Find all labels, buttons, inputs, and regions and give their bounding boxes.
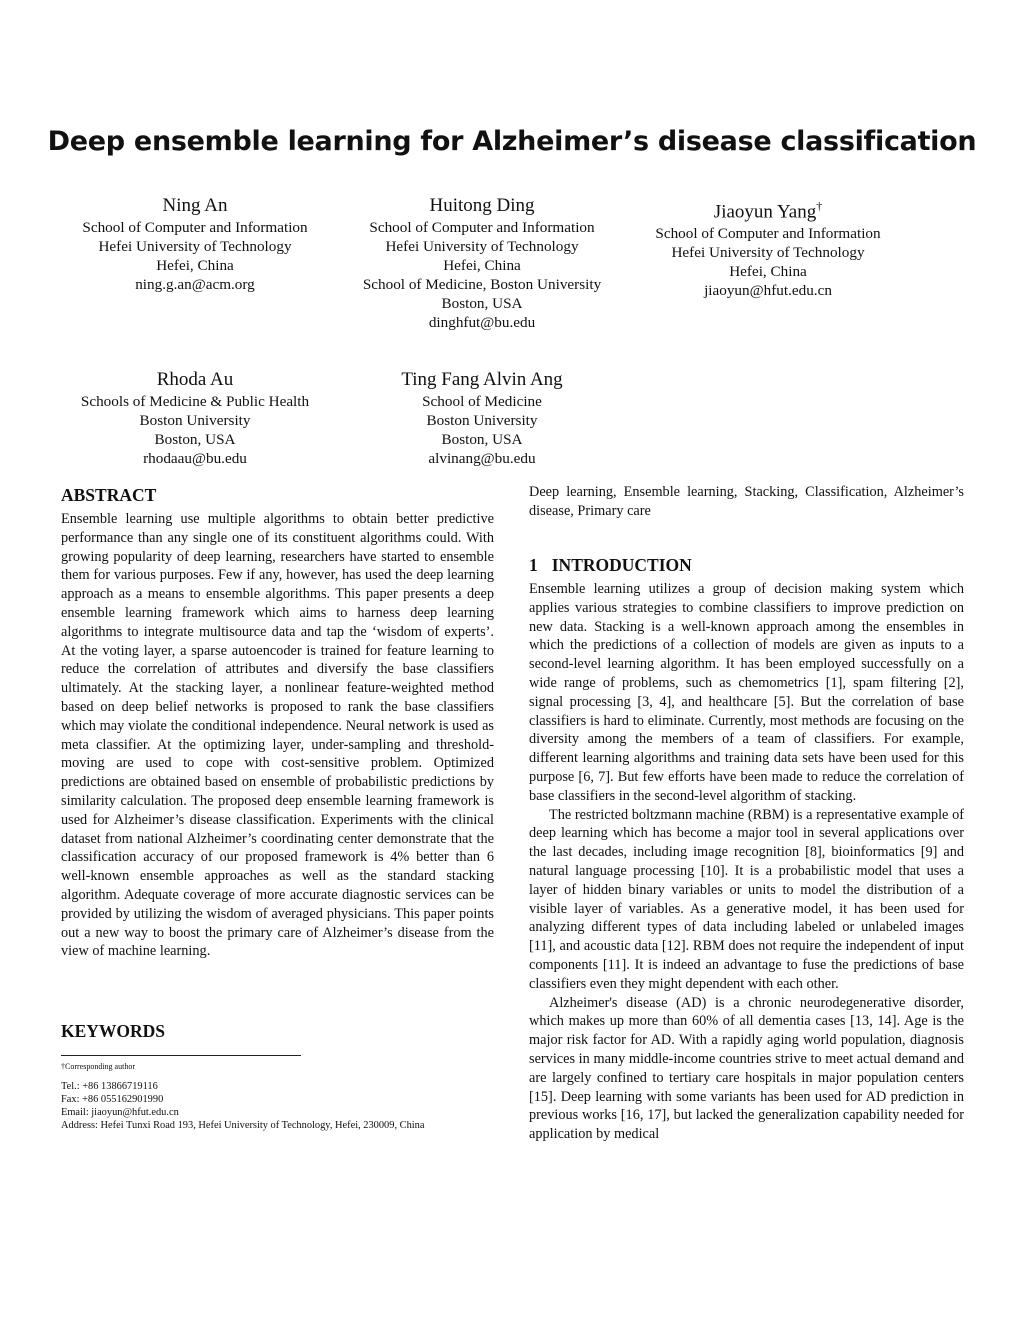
author-affiliation: School of Medicine, Boston University bbox=[362, 276, 602, 293]
intro-paragraph-3: Alzheimer's disease (AD) is a chronic neurodegenerative disorder, which makes up more than 60% of all dementia cases [13, 14]. Age is the major risk factor for AD. With a rapidly aging world population, diagnosis services in many middle-income countries strive to meet actual demand and are largely confined to tertiary care hospitals in major population centers [15]. Deep learning with some variants has been used for AD prediction in previous works [16, 17], but lacked the generalization capability needed for application by medical bbox=[529, 994, 964, 1143]
author-email: alvinang@bu.edu bbox=[428, 450, 536, 467]
keywords-heading: KEYWORDS bbox=[61, 1021, 166, 1041]
author-name bbox=[628, 194, 908, 224]
author-email: ning.g.an@acm.org bbox=[135, 276, 255, 293]
paper-title: Deep ensemble learning for Alzheimer’s disease classification bbox=[47, 126, 977, 157]
introduction-heading bbox=[529, 554, 964, 576]
author-block-4 bbox=[55, 368, 335, 468]
author-block-1 bbox=[55, 194, 335, 294]
footnote bbox=[61, 1060, 501, 1132]
author-affiliation: Hefei University of Technology bbox=[385, 238, 579, 255]
intro-paragraph-1: Ensemble learning utilizes a group of decision making system which applies various strategies to combine classifiers to improve prediction on new data. Stacking is a well-known approach among the ensembles in which the predictions of a collection of models are given as inputs to a second-level learning algorithm. It has been employed successfully on a wide range of problems, such as chemometrics [1], spam filtering [2], signal processing [3, 4], and healthcare [5]. But the correlation of base classifiers is hard to eliminate. Currently, most methods are focusing on the diversity among the members of a team of classifiers. For example, different learning algorithms and training data sets have been used for this purpose [6, 7]. But few efforts have been made to reduce the correlation of base classifiers in the second-level algorithm of stacking. bbox=[529, 581, 964, 804]
author-email: jiaoyun@hfut.edu.cn bbox=[704, 282, 832, 300]
abstract-heading: ABSTRACT bbox=[61, 485, 157, 505]
section-title: INTRODUCTION bbox=[551, 555, 692, 575]
author-location: Boston, USA bbox=[441, 431, 523, 448]
author-block-5 bbox=[337, 368, 627, 468]
author-affiliation: School of Computer and Information bbox=[369, 219, 595, 236]
footnote-address: Address: Hefei Tunxi Road 193, Hefei University of Technology, Hefei, 230009, China bbox=[61, 1120, 425, 1131]
footnote-tel: Tel.: +86 13866719116 bbox=[61, 1081, 158, 1092]
author-name: Rhoda Au bbox=[156, 369, 234, 390]
intro-paragraph-2: The restricted boltzmann machine (RBM) is a representative example of deep learning which has become a major tool in several applications over the last decades, including image recognition [8], bioinformatics [9] and natural language processing [10]. It is a probabilistic model that uses a layer of hidden binary variables or units to model the distribution of a visible layer of variables. As a generative model, it has been used for analyzing different types of data including labeled or unlabeled images [11], and acoustic data [12]. RBM does not require the independent of input components [11]. It is indeed an advantage to fuse the predictions of base classifiers even they might dependent with each other. bbox=[529, 806, 964, 992]
author-location: Boston, USA bbox=[441, 295, 523, 312]
keywords-text-block bbox=[529, 483, 964, 521]
author-affiliation: Schools of Medicine & Public Health bbox=[80, 393, 310, 410]
author-block-3 bbox=[628, 194, 908, 300]
author-affiliation: School of Computer and Information bbox=[655, 225, 881, 243]
author-email: rhodaau@bu.edu bbox=[143, 450, 247, 467]
author-affiliation: Boston University bbox=[426, 412, 538, 429]
author-affiliation: Boston University bbox=[139, 412, 251, 429]
author-affiliation: School of Medicine bbox=[422, 393, 542, 410]
author-name: Ting Fang Alvin Ang bbox=[401, 369, 563, 390]
footnote-fax: Fax: +86 055162901990 bbox=[61, 1094, 164, 1105]
author-location: Hefei, China bbox=[156, 257, 234, 274]
author-name: Ning An bbox=[162, 195, 228, 216]
abstract-section bbox=[61, 484, 494, 961]
footnote-divider bbox=[61, 1055, 301, 1056]
author-name-text: Jiaoyun Yang bbox=[713, 201, 817, 223]
corresponding-dagger: † bbox=[816, 199, 823, 213]
section-number: 1 bbox=[529, 555, 538, 575]
author-name: Huitong Ding bbox=[429, 195, 535, 216]
corresponding-author-note: †Corresponding author bbox=[61, 1062, 135, 1071]
author-affiliation: School of Computer and Information bbox=[82, 219, 308, 236]
footnote-email: Email: jiaoyun@hfut.edu.cn bbox=[61, 1107, 179, 1118]
keywords-text: Deep learning, Ensemble learning, Stacking, Classification, Alzheimer’s disease, Primary care bbox=[529, 484, 964, 519]
introduction-section bbox=[529, 554, 964, 1144]
author-location: Hefei, China bbox=[443, 257, 521, 274]
author-block-2 bbox=[337, 194, 627, 332]
author-affiliation: Hefei University of Technology bbox=[671, 244, 865, 262]
author-email: dinghfut@bu.edu bbox=[428, 314, 536, 331]
author-location: Hefei, China bbox=[729, 263, 807, 281]
author-affiliation: Hefei University of Technology bbox=[98, 238, 292, 255]
author-location: Boston, USA bbox=[154, 431, 236, 448]
keywords-section bbox=[61, 1020, 494, 1042]
abstract-text: Ensemble learning use multiple algorithms to obtain better predictive performance than any single one of its constituent algorithms could. With growing popularity of deep learning, researchers have started to ensemble them for various purposes. Few if any, however, has used the deep learning approach as a means to ensemble algorithms. This paper presents a deep ensemble learning framework which aims to harness deep learning algorithms to integrate multisource data and tap the ‘wisdom of experts’. At the voting layer, a sparse autoencoder is trained for feature learning to reduce the correlation of attributes and diversify the base classifiers ultimately. At the stacking layer, a nonlinear feature-weighted method based on deep belief networks is proposed to rank the base classifiers which may violate the conditional independence. Neural network is used as meta classifier. At the optimizing layer, under-sampling and threshold-moving are used to cope with cost-sensitive problem. Optimized predictions are obtained based on ensemble of probabilistic predictions by similarity calculation. The proposed deep ensemble learning framework is used for Alzheimer’s disease classification. Experiments with the clinical dataset from national Alzheimer’s coordinating center demonstrate that the classification accuracy of our proposed framework is 4% better than 6 well-known ensemble approaches as well as the standard stacking algorithm. Adequate coverage of more accurate diagnostic services can be provided by utilizing the wisdom of averaged physicians. This paper points out a new way to boost the primary care of Alzheimer’s disease from the view of machine learning. bbox=[61, 511, 494, 960]
